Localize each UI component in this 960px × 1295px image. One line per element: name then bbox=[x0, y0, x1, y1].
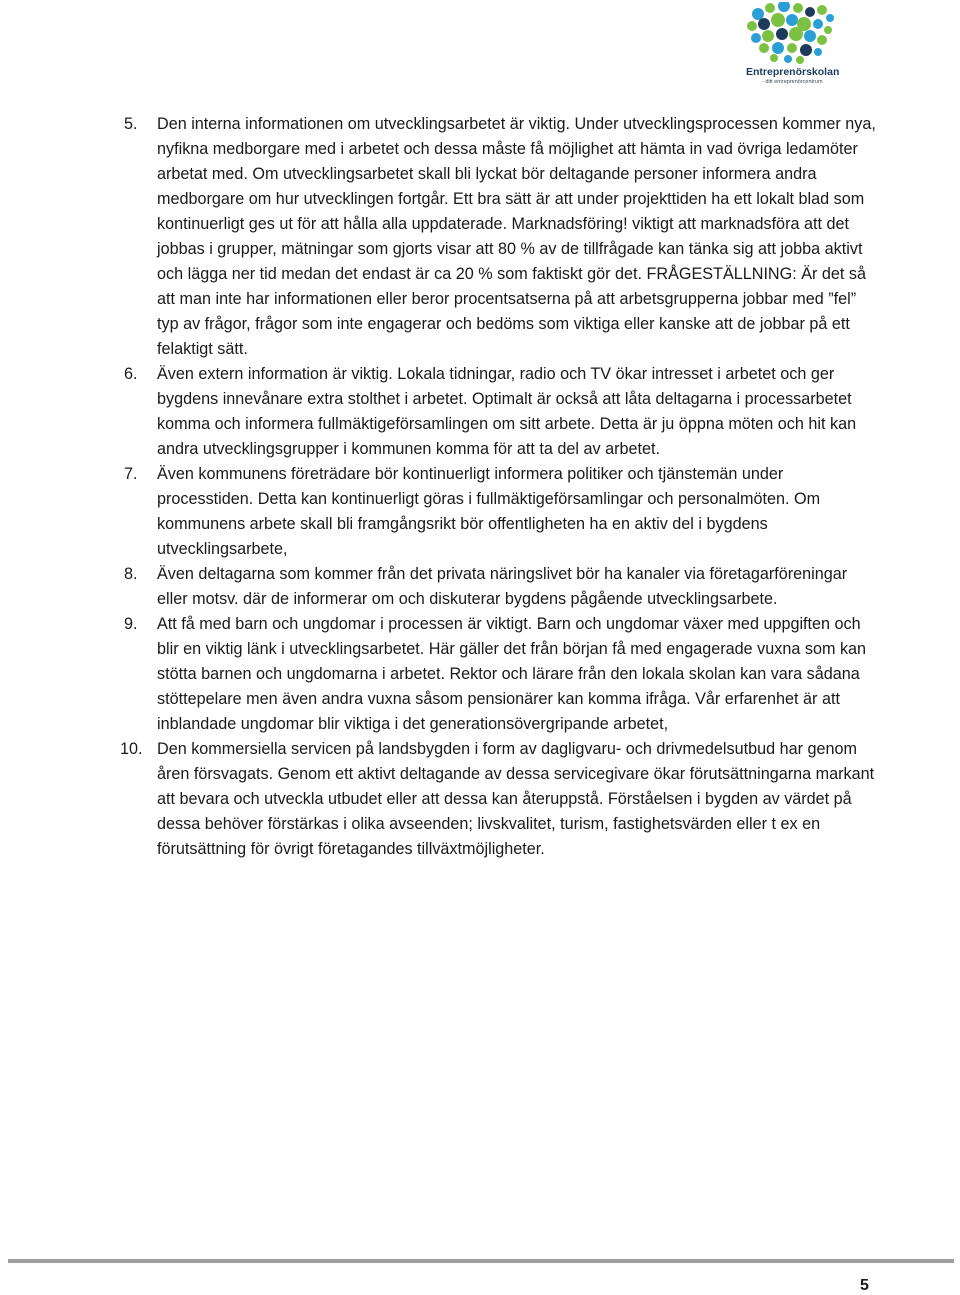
list-item-number: 10. bbox=[120, 740, 143, 758]
logo-tagline: - ditt entreprenörcentrum bbox=[762, 79, 823, 85]
list-item bbox=[120, 462, 880, 562]
list-item-number: 9. bbox=[124, 615, 138, 633]
list-item bbox=[120, 612, 880, 737]
list-item bbox=[120, 362, 880, 462]
logo bbox=[738, 2, 848, 90]
list-item-text: Att få med barn och ungdomar i processen är viktigt. Barn och ungdomar växer med uppgiften och blir en viktig länk i utvecklingsarbetet. Här gäller det från början få med engagerade vuxna som kan stötta barnen och ungdomarna i arbetet. Rektor och lärare från den lokala skolan kan vara sådana stöttepelare men även andra vuxna såsom pensionärer kan komma ifråga. Vår erfarenhet är att inblandade ungdomar blir viktiga i det generationsövergripande arbetet, bbox=[157, 615, 867, 733]
list-item-number: 7. bbox=[124, 465, 138, 483]
list-item bbox=[120, 562, 880, 612]
page-number: 5 bbox=[860, 1277, 869, 1294]
list-item-text: Även deltagarna som kommer från det privata näringslivet bör ha kanaler via företagarföreningar eller motsv. där de informerar om och diskuterar bygdens pågående utvecklingsarbete. bbox=[157, 565, 848, 608]
list-item-text: Även extern information är viktig. Lokala tidningar, radio och TV ökar intresset i arbetet och ger bygdens innevånare extra stolthet i arbetet. Optimalt är också att låta deltagarna i processarbetet komma och informera fullmäktigeförsamlingen om sitt arbete. Detta är ju öppna möten och hit kan andra utvecklingsgrupper i kommunen komma för att ta del av arbetet. bbox=[157, 365, 857, 458]
logo-name: Entreprenörskolan bbox=[746, 66, 840, 78]
list-item-text: Den interna informationen om utvecklingsarbetet är viktig. Under utvecklingsprocessen kommer nya, nyfikna medborgare med i arbetet och dessa måste få möjlighet att hämta in vad övriga ledamöter arbetat med. Om utvecklingsarbetet skall bli lyckat bör deltagande personer informera andra medborgare om hur utvecklingen fortgår. Ett bra sätt är att under projekttiden ha ett lokalt blad som kontinuerligt ges ut för att hålla alla uppdaterade. Marknadsföring! viktigt att marknadsföra att det jobbas i grupper, mätningar som gjorts visar att 80 % av de tillfrågade kan tänka sig att jobba aktivt och lägga ner tid medan det endast är ca 20 % som faktiskt gör det. FRÅGESTÄLLNING: Är det så att man inte har informationen eller beror procentsatserna på att arbetsgrupperna jobbar med ”fel” typ av frågor, frågor som inte engagerar och bedöms som viktiga eller kanske att de jobbar på ett felaktigt sätt. bbox=[157, 115, 876, 358]
list-item-number: 6. bbox=[124, 365, 138, 383]
list-item-number: 8. bbox=[124, 565, 138, 583]
list-item bbox=[120, 737, 880, 862]
list-item-text: Den kommersiella servicen på landsbygden i form av dagligvaru- och drivmedelsutbud har genom åren försvagats. Genom ett aktivt deltagande av dessa servicegivare ökar förutsättningarna markant att bevara och utveckla utbudet eller att dessa kan återuppstå. Förståelsen i bygden av värdet på dessa behöver förstärkas i olika avseenden; livskvalitet, turism, fastighetsvärden eller t ex en förutsättning för övrigt företagandes tillväxtmöjligheter. bbox=[157, 740, 875, 858]
list-item bbox=[120, 112, 880, 362]
footer-divider bbox=[8, 1259, 954, 1263]
logo-mark-icon bbox=[738, 2, 848, 66]
list-item-number: 5. bbox=[124, 115, 138, 133]
list-item-text: Även kommunens företrädare bör kontinuerligt informera politiker och tjänstemän under processtiden. Detta kan kontinuerligt göras i fullmäktigeförsamlingar och personalmöten. Om kommunens arbete skall bli framgångsrikt bör offentligheten ha en aktiv del i bygdens utvecklingsarbete, bbox=[157, 465, 821, 558]
numbered-list bbox=[120, 112, 880, 862]
